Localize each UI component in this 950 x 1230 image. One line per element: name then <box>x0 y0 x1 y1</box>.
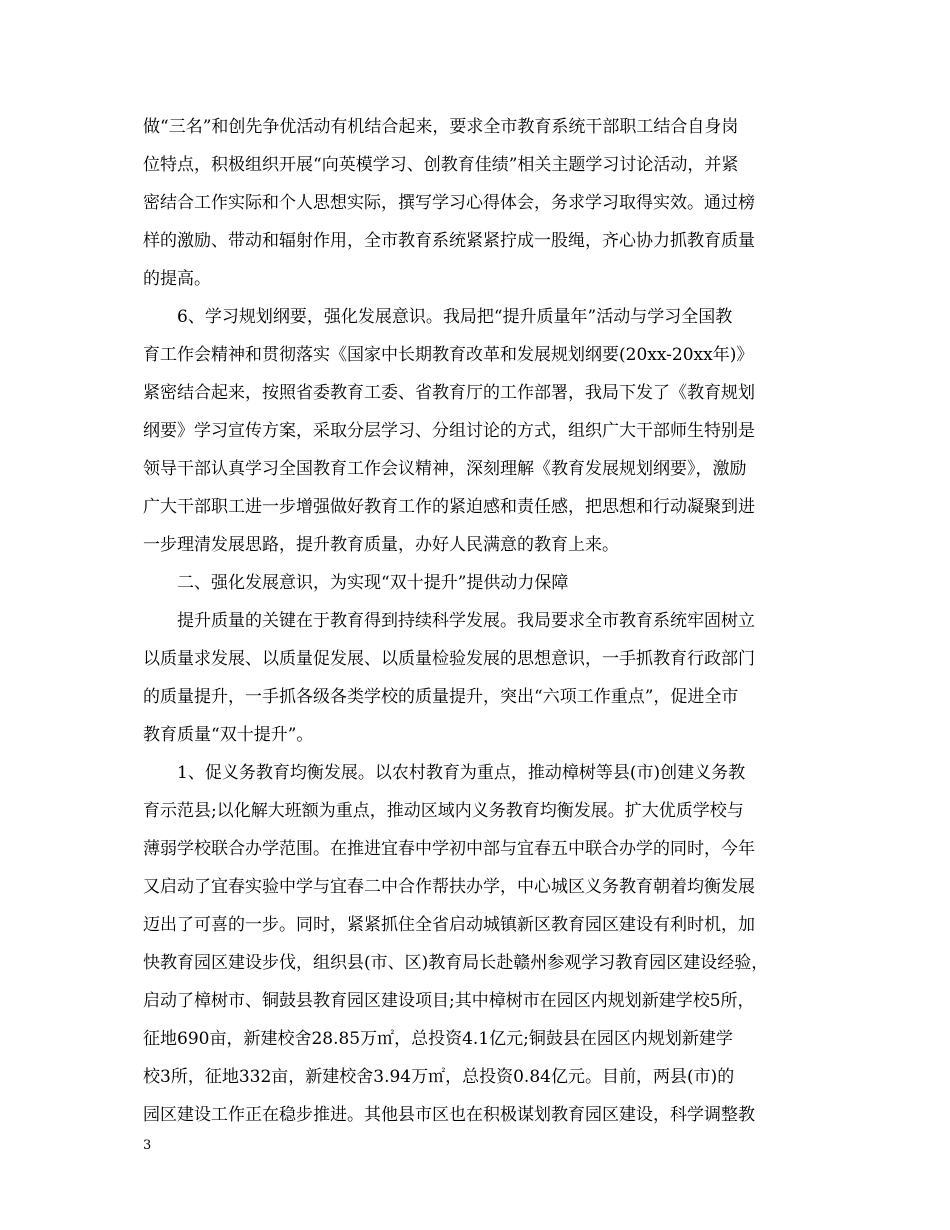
text-line: 的提高。 <box>143 269 211 289</box>
text-line: 领导干部认真学习全国教育工作会议精神，深刻理解《教育发展规划纲要》，激励 <box>143 459 747 479</box>
text-line: 做“三名”和创先争优活动有机结合起来，要求全市教育系统干部职工结合自身岗 <box>143 117 739 137</box>
text-line: 教育质量“双十提升”。 <box>143 725 314 745</box>
body-text <box>143 108 828 1134</box>
text-line: 样的激励、带动和辐射作用，全市教育系统紧紧拧成一股绳，齐心协力抓教育质量 <box>143 231 755 251</box>
text-line: 位特点，积极组织开展“向英模学习、创教育佳绩”相关主题学习讨论活动，并紧 <box>143 155 739 175</box>
text-line: 薄弱学校联合办学范围。在推进宜春中学初中部与宜春五中联合办学的同时，今年 <box>143 839 755 859</box>
text-line: 园区建设工作正在稳步推进。其他县市区也在积极谋划教育园区建设，科学调整教 <box>143 1105 755 1125</box>
page-number: 3 <box>143 1138 152 1153</box>
text-line: 提升质量的关键在于教育得到持续科学发展。我局要求全市教育系统牢固树立 <box>177 611 755 631</box>
text-line: 育工作会精神和贯彻落实《国家中长期教育改革和发展规划纲要(20xx-20xx年)》 <box>143 345 754 365</box>
text-line: 育示范县;以化解大班额为重点，推动区域内义务教育均衡发展。扩大优质学校与 <box>143 801 744 821</box>
text-line: 迈出了可喜的一步。同时，紧紧抓住全省启动城镇新区教育园区建设有利时机，加 <box>143 915 755 935</box>
text-line: 密结合工作实际和个人思想实际，撰写学习心得体会，务求学习取得实效。通过榜 <box>143 193 755 213</box>
text-line: 1、促义务教育均衡发展。以农村教育为重点，推动樟树等县(市)创建义务教 <box>177 763 746 783</box>
text-line: 又启动了宜春实验中学与宜春二中合作帮扶办学，中心城区义务教育朝着均衡发展 <box>143 877 755 897</box>
text-line: 校3所，征地332亩，新建校舍3.94万㎡，总投资0.84亿元。目前，两县(市)的 <box>143 1067 735 1087</box>
text-line: 二、强化发展意识，为实现“双十提升”提供动力保障 <box>177 573 569 593</box>
text-line: 快教育园区建设步伐，组织县(市、区)教育局长赴赣州参观学习教育园区建设经验， <box>143 953 769 973</box>
text-line: 纲要》学习宣传方案，采取分层学习、分组讨论的方式，组织广大干部师生特别是 <box>143 421 755 441</box>
text-line: 启动了樟树市、铜鼓县教育园区建设项目;其中樟树市在园区内规划新建学校5所， <box>143 991 755 1011</box>
text-line: 广大干部职工进一步增强做好教育工作的紧迫感和责任感，把思想和行动凝聚到进 <box>143 497 755 517</box>
text-line: 一步理清发展思路，提升教育质量，办好人民满意的教育上来。 <box>143 535 619 555</box>
text-line: 的质量提升，一手抓各级各类学校的质量提升，突出“六项工作重点”，促进全市 <box>143 687 739 707</box>
text-line: 以质量求发展、以质量促发展、以质量检验发展的思想意识，一手抓教育行政部门 <box>143 649 755 669</box>
text-line: 6、学习规划纲要，强化发展意识。我局把“提升质量年”活动与学习全国教 <box>177 307 733 327</box>
text-line: 紧密结合起来，按照省委教育工委、省教育厅的工作部署，我局下发了《教育规划 <box>143 383 755 403</box>
text-line: 征地690亩，新建校舍28.85万㎡，总投资4.1亿元;铜鼓县在园区内规划新建学 <box>143 1029 733 1049</box>
